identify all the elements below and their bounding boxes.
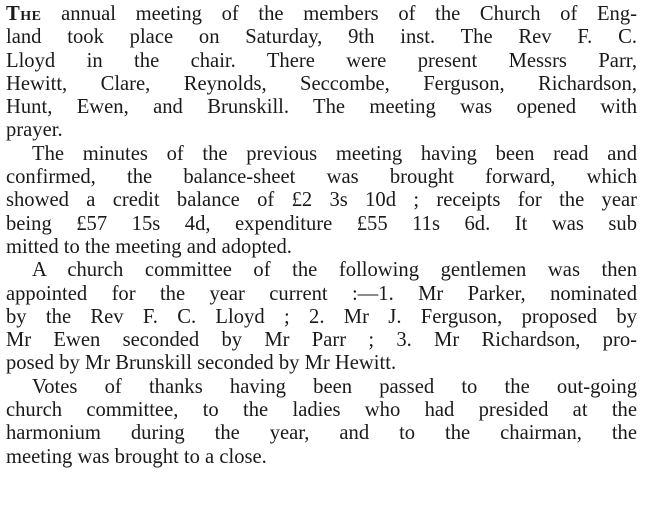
paragraph-2 (6, 143, 637, 259)
text-line: posed by Mr Brunskill seconded by Mr Hewitt. (6, 352, 397, 375)
paragraph-1 (6, 3, 637, 143)
text-line (6, 3, 637, 26)
lead-word: The (6, 3, 42, 25)
line-text: annual meeting of the members of the Church of Eng- (41, 3, 637, 25)
text-line: A church committee of the following gentlemen was then (32, 259, 637, 282)
text-line: Hunt, Ewen, and Brunskill. The meeting was opened with (6, 96, 637, 119)
text-line: Mr Ewen seconded by Mr Parr ; 3. Mr Richardson, pro- (6, 329, 637, 352)
text-line: harmonium during the year, and to the chairman, the (6, 422, 637, 445)
text-line: mitted to the meeting and adopted. (6, 235, 292, 258)
text-line: church committee, to the ladies who had presided at the (6, 399, 637, 422)
text-line: meeting was brought to a close. (6, 445, 267, 468)
text-line: being £57 15s 4d, expenditure £55 11s 6d. It was sub (6, 212, 637, 235)
text-line: The minutes of the previous meeting having been read and (32, 142, 637, 165)
text-line: confirmed, the balance-sheet was brought forward, which (6, 166, 637, 189)
text-line: Votes of thanks having been passed to the out-going (32, 375, 637, 398)
text-line: Hewitt, Clare, Reynolds, Seccombe, Ferguson, Richardson, (6, 72, 637, 95)
text-line: appointed for the year current :—1. Mr Parker, nominated (6, 282, 637, 305)
paragraph-3 (6, 259, 637, 375)
text-line: showed a credit balance of £2 3s 10d ; receipts for the year (6, 189, 637, 212)
text-line: prayer. (6, 119, 63, 142)
text-line: Lloyd in the chair. There were present Messrs Parr, (6, 49, 637, 72)
text-line: by the Rev F. C. Lloyd ; 2. Mr J. Ferguson, proposed by (6, 305, 637, 328)
paragraph-4 (6, 376, 637, 469)
text-line: land took place on Saturday, 9th inst. The Rev F. C. (6, 26, 637, 49)
